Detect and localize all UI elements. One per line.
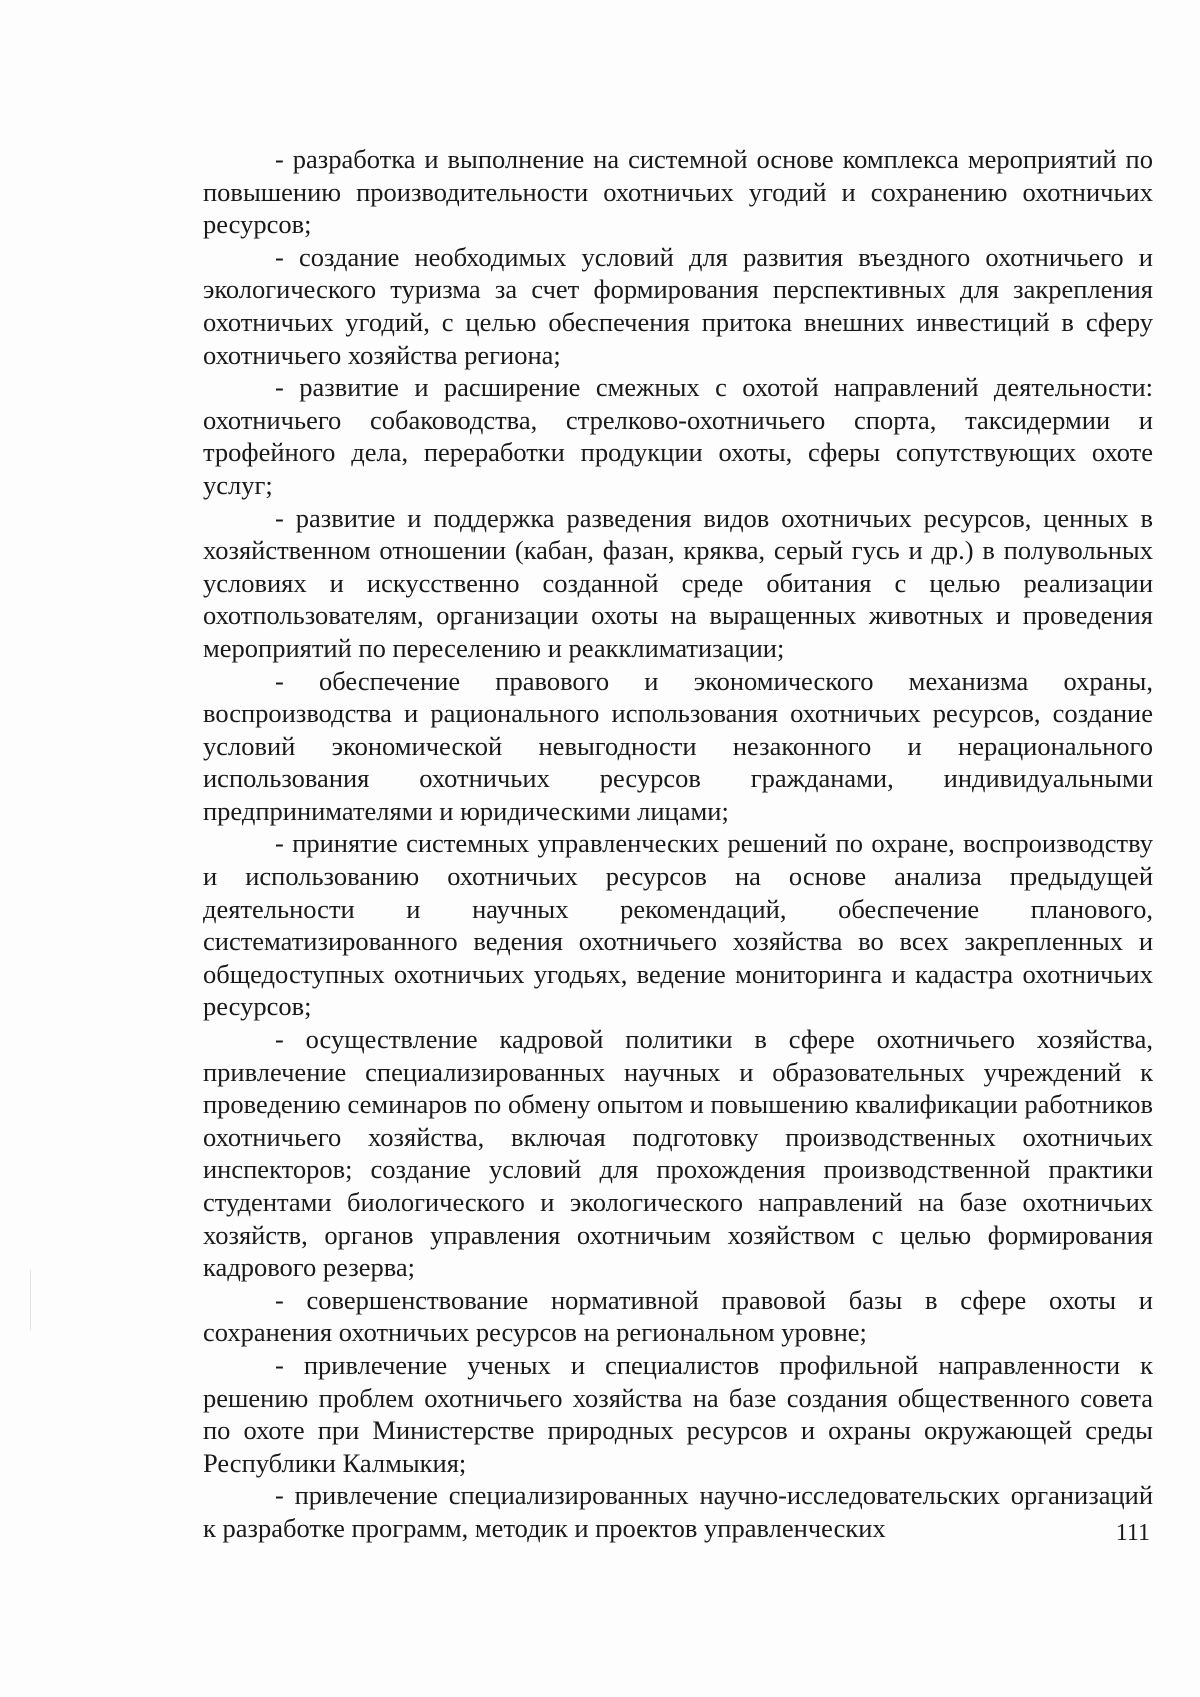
list-item-legal-mechanism: - обеспечение правового и экономического механизма охраны, воспроизводства и рационального использования охотничьих ресурсов, создание условий экономической невыгодности незаконного и нерационального использования охотничьих ресурсов гражданами, индивидуальными предпринимателями и юридическими лицами;: [203, 665, 1153, 826]
list-item-tourism-conditions: - создание необходимых условий для развития въездного охотничьего и экологического туризма за счет формирования перспективных для закрепления охотничьих угодий, с целью обеспечения притока внешних инвестиций в сферу охотничьего хозяйства региона;: [203, 241, 1153, 370]
list-item-public-council: - привлечение ученых и специалистов профильной направленности к решению проблем охотничьего хозяйства на базе создания общественного совета по охоте при Министерстве природных ресурсов и охраны окружающей среды Республики Калмыкия;: [203, 1349, 1153, 1478]
page-number: 111: [1115, 1520, 1150, 1546]
list-item-management-decisions: - принятие системных управленческих решений по охране, воспроизводству и использованию охотничьих ресурсов на основе анализа предыдущей деятельности и научных рекомендаций, обеспечение планового, систематизированного ведения охотничьего хозяйства во всех закрепленных и общедоступных охотничьих угодьях, ведение мониторинга и кадастра охотничьих ресурсов;: [203, 828, 1153, 1022]
list-item-personnel-policy: - осуществление кадровой политики в сфере охотничьего хозяйства, привлечение специализированных научных и образовательных учреждений к проведению семинаров по обмену опытом и повышению квалификации работников охотничьего хозяйства, включая подготовку производственных охотничьих инспекторов; создание условий для прохождения производственной практики студентами биологического и экологического направлений на базе охотничьих хозяйств, органов управления охотничьим хозяйством с целью формирования кадрового резерва;: [203, 1024, 1153, 1283]
list-item-development-program: - разработка и выполнение на системной основе комплекса мероприятий по повышению производительности охотничьих угодий и сохранению охотничьих ресурсов;: [203, 144, 1153, 240]
list-item-research-organizations: - привлечение специализированных научно-исследовательских организаций к разработке программ, методик и проектов управленческих: [203, 1480, 1153, 1543]
list-item-legal-framework: - совершенствование нормативной правовой базы в сфере охоты и сохранения охотничьих ресурсов на региональном уровне;: [203, 1284, 1153, 1348]
list-item-breeding-support: - развитие и поддержка разведения видов охотничьих ресурсов, ценных в хозяйственном отношении (кабан, фазан, кряква, серый гусь и др.) в полувольных условиях и искусственно созданной среде обитания с целью реализации охотпользователям, организации охоты на выращенных животных и проведения мероприятий по переселению и реакклиматизации;: [203, 502, 1153, 663]
list-item-related-activities: - развитие и расширение смежных с охотой направлений деятельности: охотничьего собаководства, стрелково-охотничьего спорта, таксидермии и трофейного дела, переработки продукции охоты, сферы сопутствующих охоте услуг;: [203, 372, 1153, 500]
scan-artifact-line: [30, 1270, 31, 1330]
body-text: [203, 143, 1153, 1545]
